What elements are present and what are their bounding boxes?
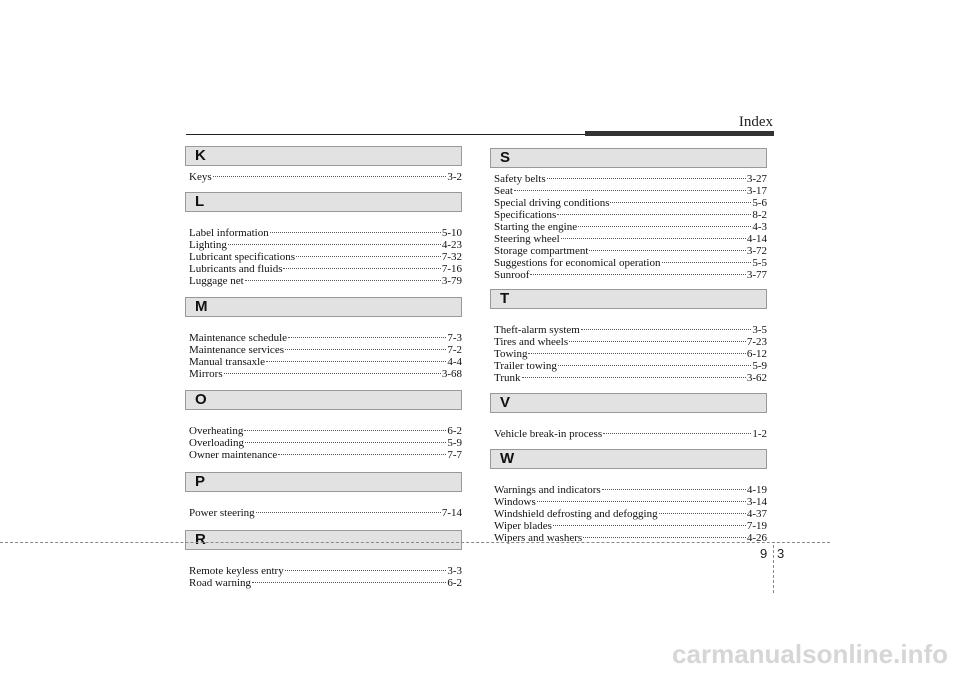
index-entry[interactable] xyxy=(494,336,767,348)
index-entry-term: Storage compartment xyxy=(494,245,589,257)
section-letter-header: P xyxy=(185,472,462,492)
index-entry[interactable] xyxy=(189,263,462,275)
index-entry-term: Vehicle break-in process xyxy=(494,428,603,440)
index-entry-page: 6-12 xyxy=(746,348,767,360)
index-entry-term: Mirrors xyxy=(189,368,223,380)
index-entry-page: 1-2 xyxy=(752,428,767,440)
index-entry-list xyxy=(185,166,462,183)
index-entry[interactable] xyxy=(189,251,462,263)
dot-leader xyxy=(578,226,751,227)
index-entry-term: Maintenance services xyxy=(189,344,284,356)
index-entry-term: Wiper blades xyxy=(494,520,552,532)
index-section xyxy=(185,472,462,519)
dot-leader xyxy=(610,202,751,203)
dot-leader xyxy=(589,250,745,251)
index-entry-term: Starting the engine xyxy=(494,221,578,233)
dot-leader xyxy=(244,430,446,431)
index-entry[interactable] xyxy=(494,360,767,372)
index-entry[interactable] xyxy=(494,173,767,185)
index-entry-list xyxy=(185,212,462,287)
index-entry-term: Lubricant specifications xyxy=(189,251,295,263)
index-entry-term: Steering wheel xyxy=(494,233,560,245)
dot-leader xyxy=(558,365,751,366)
index-entry-term: Manual transaxle xyxy=(189,356,266,368)
index-entry-page: 7-16 xyxy=(441,263,462,275)
index-entry-page: 3-77 xyxy=(746,269,767,281)
index-entry[interactable] xyxy=(189,565,462,577)
dot-leader xyxy=(252,582,446,583)
index-entry-page: 4-23 xyxy=(441,239,462,251)
index-entry-page: 4-4 xyxy=(447,356,462,368)
index-entry-page: 7-23 xyxy=(746,336,767,348)
footer-page-number: 3 xyxy=(777,546,785,561)
index-entry[interactable] xyxy=(494,324,767,336)
index-entry[interactable] xyxy=(189,356,462,368)
index-entry-page: 7-19 xyxy=(746,520,767,532)
index-entry-term: Luggage net xyxy=(189,275,244,287)
index-entry-list xyxy=(490,413,767,440)
index-entry-list xyxy=(490,168,767,281)
index-entry-term: Lighting xyxy=(189,239,227,251)
index-entry-term: Safety belts xyxy=(494,173,546,185)
index-entry-page: 8-2 xyxy=(752,209,767,221)
index-entry[interactable] xyxy=(189,332,462,344)
index-section xyxy=(490,289,767,384)
index-entry-term: Warnings and indicators xyxy=(494,484,601,496)
index-entry[interactable] xyxy=(494,269,767,281)
index-entry-page: 3-17 xyxy=(746,185,767,197)
index-entry-term: Label information xyxy=(189,227,269,239)
index-entry-term: Owner maintenance xyxy=(189,449,278,461)
header-rule-accent xyxy=(585,131,774,136)
index-entry-term: Trailer towing xyxy=(494,360,557,372)
index-entry-term: Wipers and washers xyxy=(494,532,583,544)
section-letter-header: R xyxy=(185,530,462,550)
dot-leader xyxy=(530,274,745,275)
index-entry-page: 5-9 xyxy=(752,360,767,372)
footer-rule xyxy=(0,542,830,543)
index-entry-term: Windows xyxy=(494,496,536,508)
index-entry-page: 7-32 xyxy=(441,251,462,263)
index-entry[interactable] xyxy=(494,348,767,360)
index-entry-term: Suggestions for economical operation xyxy=(494,257,661,269)
index-entry[interactable] xyxy=(494,197,767,209)
dot-leader xyxy=(602,489,746,490)
page-title: Index xyxy=(738,114,773,130)
dot-leader xyxy=(285,349,446,350)
index-entry[interactable] xyxy=(494,221,767,233)
dot-leader xyxy=(659,513,746,514)
index-entry-term: Maintenance schedule xyxy=(189,332,288,344)
dot-leader xyxy=(561,238,746,239)
dot-leader xyxy=(522,377,746,378)
dot-leader xyxy=(213,176,447,177)
index-entry-page: 6-2 xyxy=(447,425,462,437)
dot-leader xyxy=(569,341,746,342)
index-entry-term: Overheating xyxy=(189,425,244,437)
index-column-right xyxy=(490,148,767,544)
index-entry-page: 4-14 xyxy=(746,233,767,245)
dot-leader xyxy=(228,244,441,245)
section-letter-header: V xyxy=(490,393,767,413)
index-entry[interactable] xyxy=(494,245,767,257)
index-entry-page: 4-19 xyxy=(746,484,767,496)
index-entry-page: 5-6 xyxy=(752,197,767,209)
index-entry-term: Theft-alarm system xyxy=(494,324,580,336)
index-entry-list xyxy=(490,469,767,544)
index-entry[interactable] xyxy=(494,428,767,440)
index-entry-page: 6-2 xyxy=(447,577,462,589)
index-entry-term: Special driving conditions xyxy=(494,197,610,209)
index-entry-term: Specifications xyxy=(494,209,557,221)
index-entry-page: 5-10 xyxy=(441,227,462,239)
index-entry[interactable] xyxy=(189,171,462,183)
index-entry[interactable] xyxy=(494,372,767,384)
index-entry-page: 5-9 xyxy=(447,437,462,449)
dot-leader xyxy=(245,442,446,443)
index-entry[interactable] xyxy=(494,496,767,508)
index-entry-list xyxy=(185,410,462,461)
index-entry-page: 3-3 xyxy=(447,565,462,577)
index-section xyxy=(490,148,767,281)
dot-leader xyxy=(547,178,746,179)
index-section xyxy=(185,297,462,380)
dot-leader xyxy=(583,537,746,538)
index-entry-page: 3-2 xyxy=(447,171,462,183)
section-letter-header: K xyxy=(185,146,462,166)
footer-separator xyxy=(773,545,774,593)
dot-leader xyxy=(278,454,446,455)
index-entry-page: 3-5 xyxy=(752,324,767,336)
index-section xyxy=(185,146,462,183)
section-letter-header: O xyxy=(185,390,462,410)
index-entry-page: 7-3 xyxy=(447,332,462,344)
dot-leader xyxy=(270,232,441,233)
index-entry-page: 7-2 xyxy=(447,344,462,356)
index-column-left xyxy=(185,146,462,589)
index-entry-term: Remote keyless entry xyxy=(189,565,284,577)
index-entry[interactable] xyxy=(189,425,462,437)
dot-leader xyxy=(553,525,746,526)
index-entry[interactable] xyxy=(494,257,767,269)
dot-leader xyxy=(256,512,441,513)
index-entry-page: 7-7 xyxy=(447,449,462,461)
index-entry-page: 4-3 xyxy=(752,221,767,233)
index-entry-term: Overloading xyxy=(189,437,244,449)
section-letter-header: M xyxy=(185,297,462,317)
index-entry-list xyxy=(185,550,462,589)
index-entry[interactable] xyxy=(189,449,462,461)
dot-leader xyxy=(266,361,446,362)
index-entry-term: Towing xyxy=(494,348,528,360)
dot-leader xyxy=(224,373,441,374)
dot-leader xyxy=(288,337,446,338)
index-entry[interactable] xyxy=(189,437,462,449)
index-entry[interactable] xyxy=(189,368,462,380)
index-entry-term: Seat xyxy=(494,185,513,197)
index-entry-term: Windshield defrosting and defogging xyxy=(494,508,658,520)
index-entry-list xyxy=(490,309,767,384)
index-entry[interactable] xyxy=(494,520,767,532)
index-entry[interactable] xyxy=(494,484,767,496)
index-entry[interactable] xyxy=(189,344,462,356)
dot-leader xyxy=(514,190,746,191)
index-section xyxy=(490,393,767,440)
dot-leader xyxy=(245,280,441,281)
index-entry[interactable] xyxy=(189,227,462,239)
section-letter-header: T xyxy=(490,289,767,309)
section-letter-header: S xyxy=(490,148,767,168)
index-section xyxy=(185,530,462,589)
dot-leader xyxy=(285,570,447,571)
index-entry[interactable] xyxy=(189,239,462,251)
index-entry-term: Power steering xyxy=(189,507,255,519)
index-entry[interactable] xyxy=(189,577,462,589)
dot-leader xyxy=(283,268,440,269)
section-letter-header: W xyxy=(490,449,767,469)
index-entry-page: 4-37 xyxy=(746,508,767,520)
index-entry[interactable] xyxy=(189,275,462,287)
index-entry-term: Lubricants and fluids xyxy=(189,263,283,275)
index-entry-page: 4-26 xyxy=(746,532,767,544)
index-entry-page: 3-72 xyxy=(746,245,767,257)
index-section xyxy=(490,449,767,544)
section-letter-header: L xyxy=(185,192,462,212)
index-section xyxy=(185,390,462,461)
index-entry-page: 3-62 xyxy=(746,372,767,384)
index-entry[interactable] xyxy=(494,233,767,245)
index-entry-page: 3-68 xyxy=(441,368,462,380)
index-entry[interactable] xyxy=(494,185,767,197)
index-entry[interactable] xyxy=(494,508,767,520)
index-entry-term: Sunroof xyxy=(494,269,530,281)
footer-chapter-number: 9 xyxy=(760,546,768,561)
dot-leader xyxy=(603,433,751,434)
dot-leader xyxy=(537,501,746,502)
index-entry-page: 7-14 xyxy=(441,507,462,519)
dot-leader xyxy=(296,256,441,257)
index-entry-term: Keys xyxy=(189,171,212,183)
index-entry-term: Tires and wheels xyxy=(494,336,569,348)
index-entry-term: Road warning xyxy=(189,577,252,589)
watermark: carmanualsonline.info xyxy=(672,639,948,669)
index-entry-list xyxy=(185,492,462,519)
dot-leader xyxy=(662,262,752,263)
dot-leader xyxy=(581,329,751,330)
index-entry-term: Trunk xyxy=(494,372,521,384)
index-entry-list xyxy=(185,317,462,380)
index-entry-page: 3-79 xyxy=(441,275,462,287)
index-entry-page: 5-5 xyxy=(752,257,767,269)
index-section xyxy=(185,192,462,287)
index-entry[interactable] xyxy=(189,507,462,519)
dot-leader xyxy=(557,214,751,215)
index-entry[interactable] xyxy=(494,209,767,221)
index-entry-page: 3-14 xyxy=(746,496,767,508)
index-entry-page: 3-27 xyxy=(746,173,767,185)
dot-leader xyxy=(528,353,745,354)
